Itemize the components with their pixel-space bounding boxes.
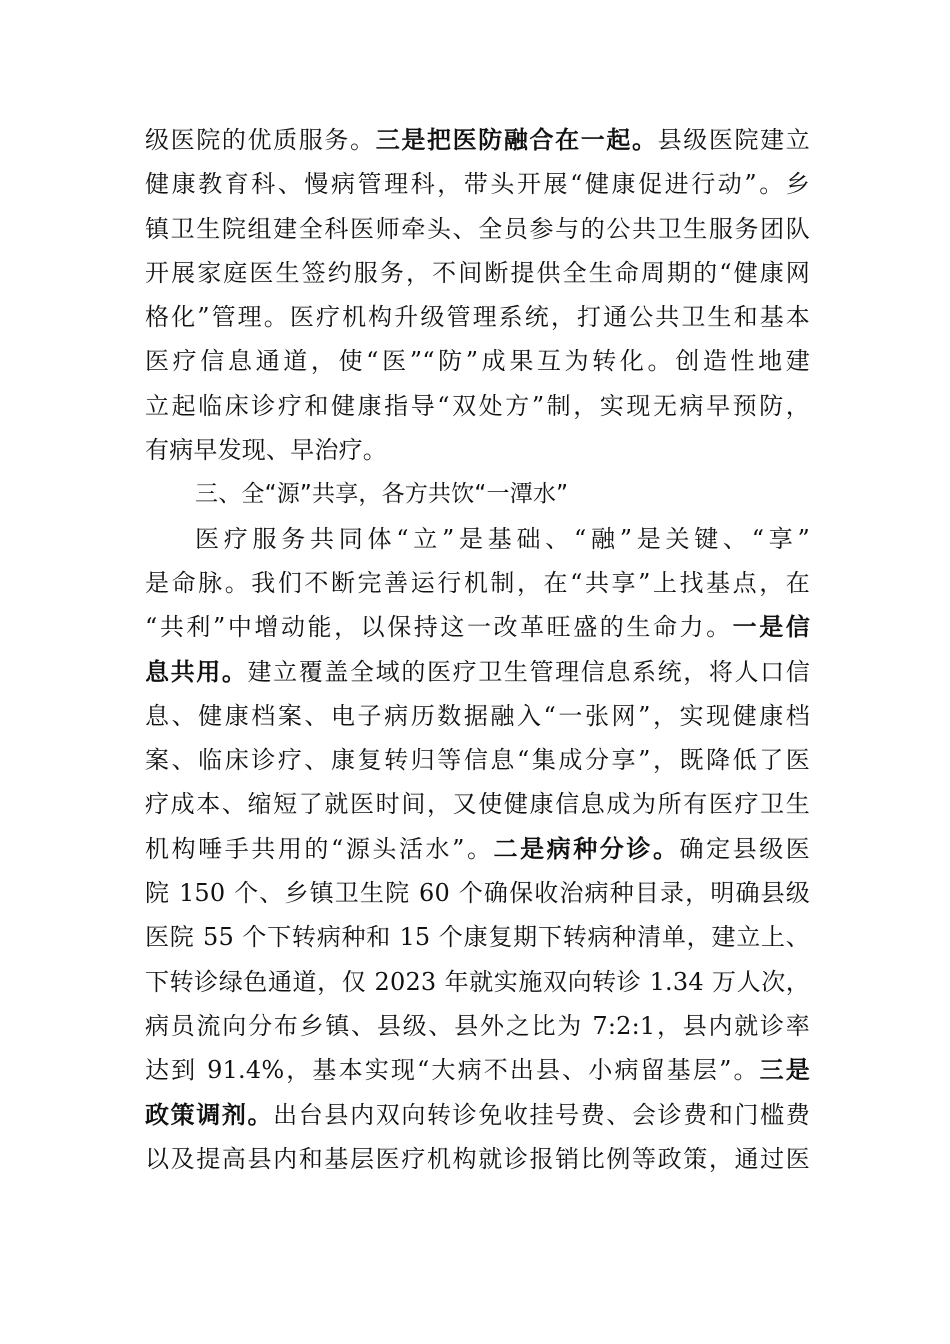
text-run: “共利”中增动能，以保持这一改革旺盛的生命力。 (145, 613, 733, 642)
text-line (145, 650, 810, 694)
text-run: 级医院的优质服务。 (145, 126, 376, 154)
text-line: 开展家庭医生签约服务，不间断提供全生命周期的“健康网 (145, 258, 810, 287)
text-line (145, 1048, 810, 1092)
text-run: 建立覆盖全域的医疗卫生管理信息系统，将人口信 (247, 657, 810, 686)
bold-lead-phrase: 一是信 (732, 612, 810, 642)
text-run: 确定县级医 (679, 834, 810, 863)
text-line: 案、临床诊疗、康复转归等信息“集成分享”，既降低了医 (145, 746, 810, 775)
text-line: 疗成本、缩短了就医时间，又使健康信息成为所有医疗卫生 (145, 790, 810, 819)
text-line: 医院 55 个下转病种和 15 个康复期下转病种清单，建立上、 (145, 923, 810, 952)
text-line: 医疗信息通道，使“医”“防”成果互为转化。创造性地建 (145, 347, 810, 376)
bold-lead-phrase: 息共用。 (145, 656, 248, 686)
text-line: 院 150 个、乡镇卫生院 60 个确保收治病种目录，明确县级 (145, 879, 810, 908)
text-run: 机构唾手共用的“源头活水”。 (145, 834, 494, 863)
text-run: 出台县内双向转诊免收挂号费、会诊费和门槛费 (273, 1100, 810, 1129)
text-line: 下转诊绿色通道，仅 2023 年就实施双向转诊 1.34 万人次， (145, 967, 810, 996)
bold-lead-phrase: 政策调剂。 (145, 1099, 274, 1129)
body-text (145, 118, 810, 1181)
section-heading: 三、全“源”共享，各方共饮“一潭水” (195, 481, 569, 508)
bold-lead-phrase: 三是 (759, 1055, 810, 1085)
text-line: 健康教育科、慢病管理科，带头开展“健康促进行动”。乡 (145, 170, 810, 199)
bold-lead-phrase: 三是把医防融合在一起。 (375, 125, 658, 154)
text-line: 医疗服务共同体“立”是基础、“融”是关键、“享” (195, 524, 810, 553)
text-line: 镇卫生院组建全科医师牵头、全员参与的公共卫生服务团队 (145, 214, 810, 243)
text-line: 以及提高县内和基层医疗机构就诊报销比例等政策，通过医 (145, 1144, 810, 1173)
text-line (145, 605, 810, 649)
text-line (145, 118, 810, 162)
text-run: 达到 91.4%，基本实现“大病不出县、小病留基层”。 (145, 1056, 760, 1085)
text-line: 立起临床诊疗和健康指导“双处方”制，实现无病早预防， (145, 391, 810, 420)
bold-lead-phrase: 二是病种分诊。 (493, 833, 680, 863)
text-line: 息、健康档案、电子病历数据融入“一张网”，实现健康档 (145, 701, 810, 730)
text-line (145, 1093, 810, 1137)
text-line (145, 827, 810, 871)
text-line: 有病早发现、早治疗。 (145, 436, 387, 465)
text-line: 病员流向分布乡镇、县级、县外之比为 7:2:1，县内就诊率 (145, 1011, 810, 1040)
text-run: 县级医院建立 (657, 126, 810, 154)
text-line: 是命脉。我们不断完善运行机制，在“共享”上找基点，在 (145, 568, 810, 597)
text-line: 格化”管理。医疗机构升级管理系统，打通公共卫生和基本 (145, 303, 810, 332)
